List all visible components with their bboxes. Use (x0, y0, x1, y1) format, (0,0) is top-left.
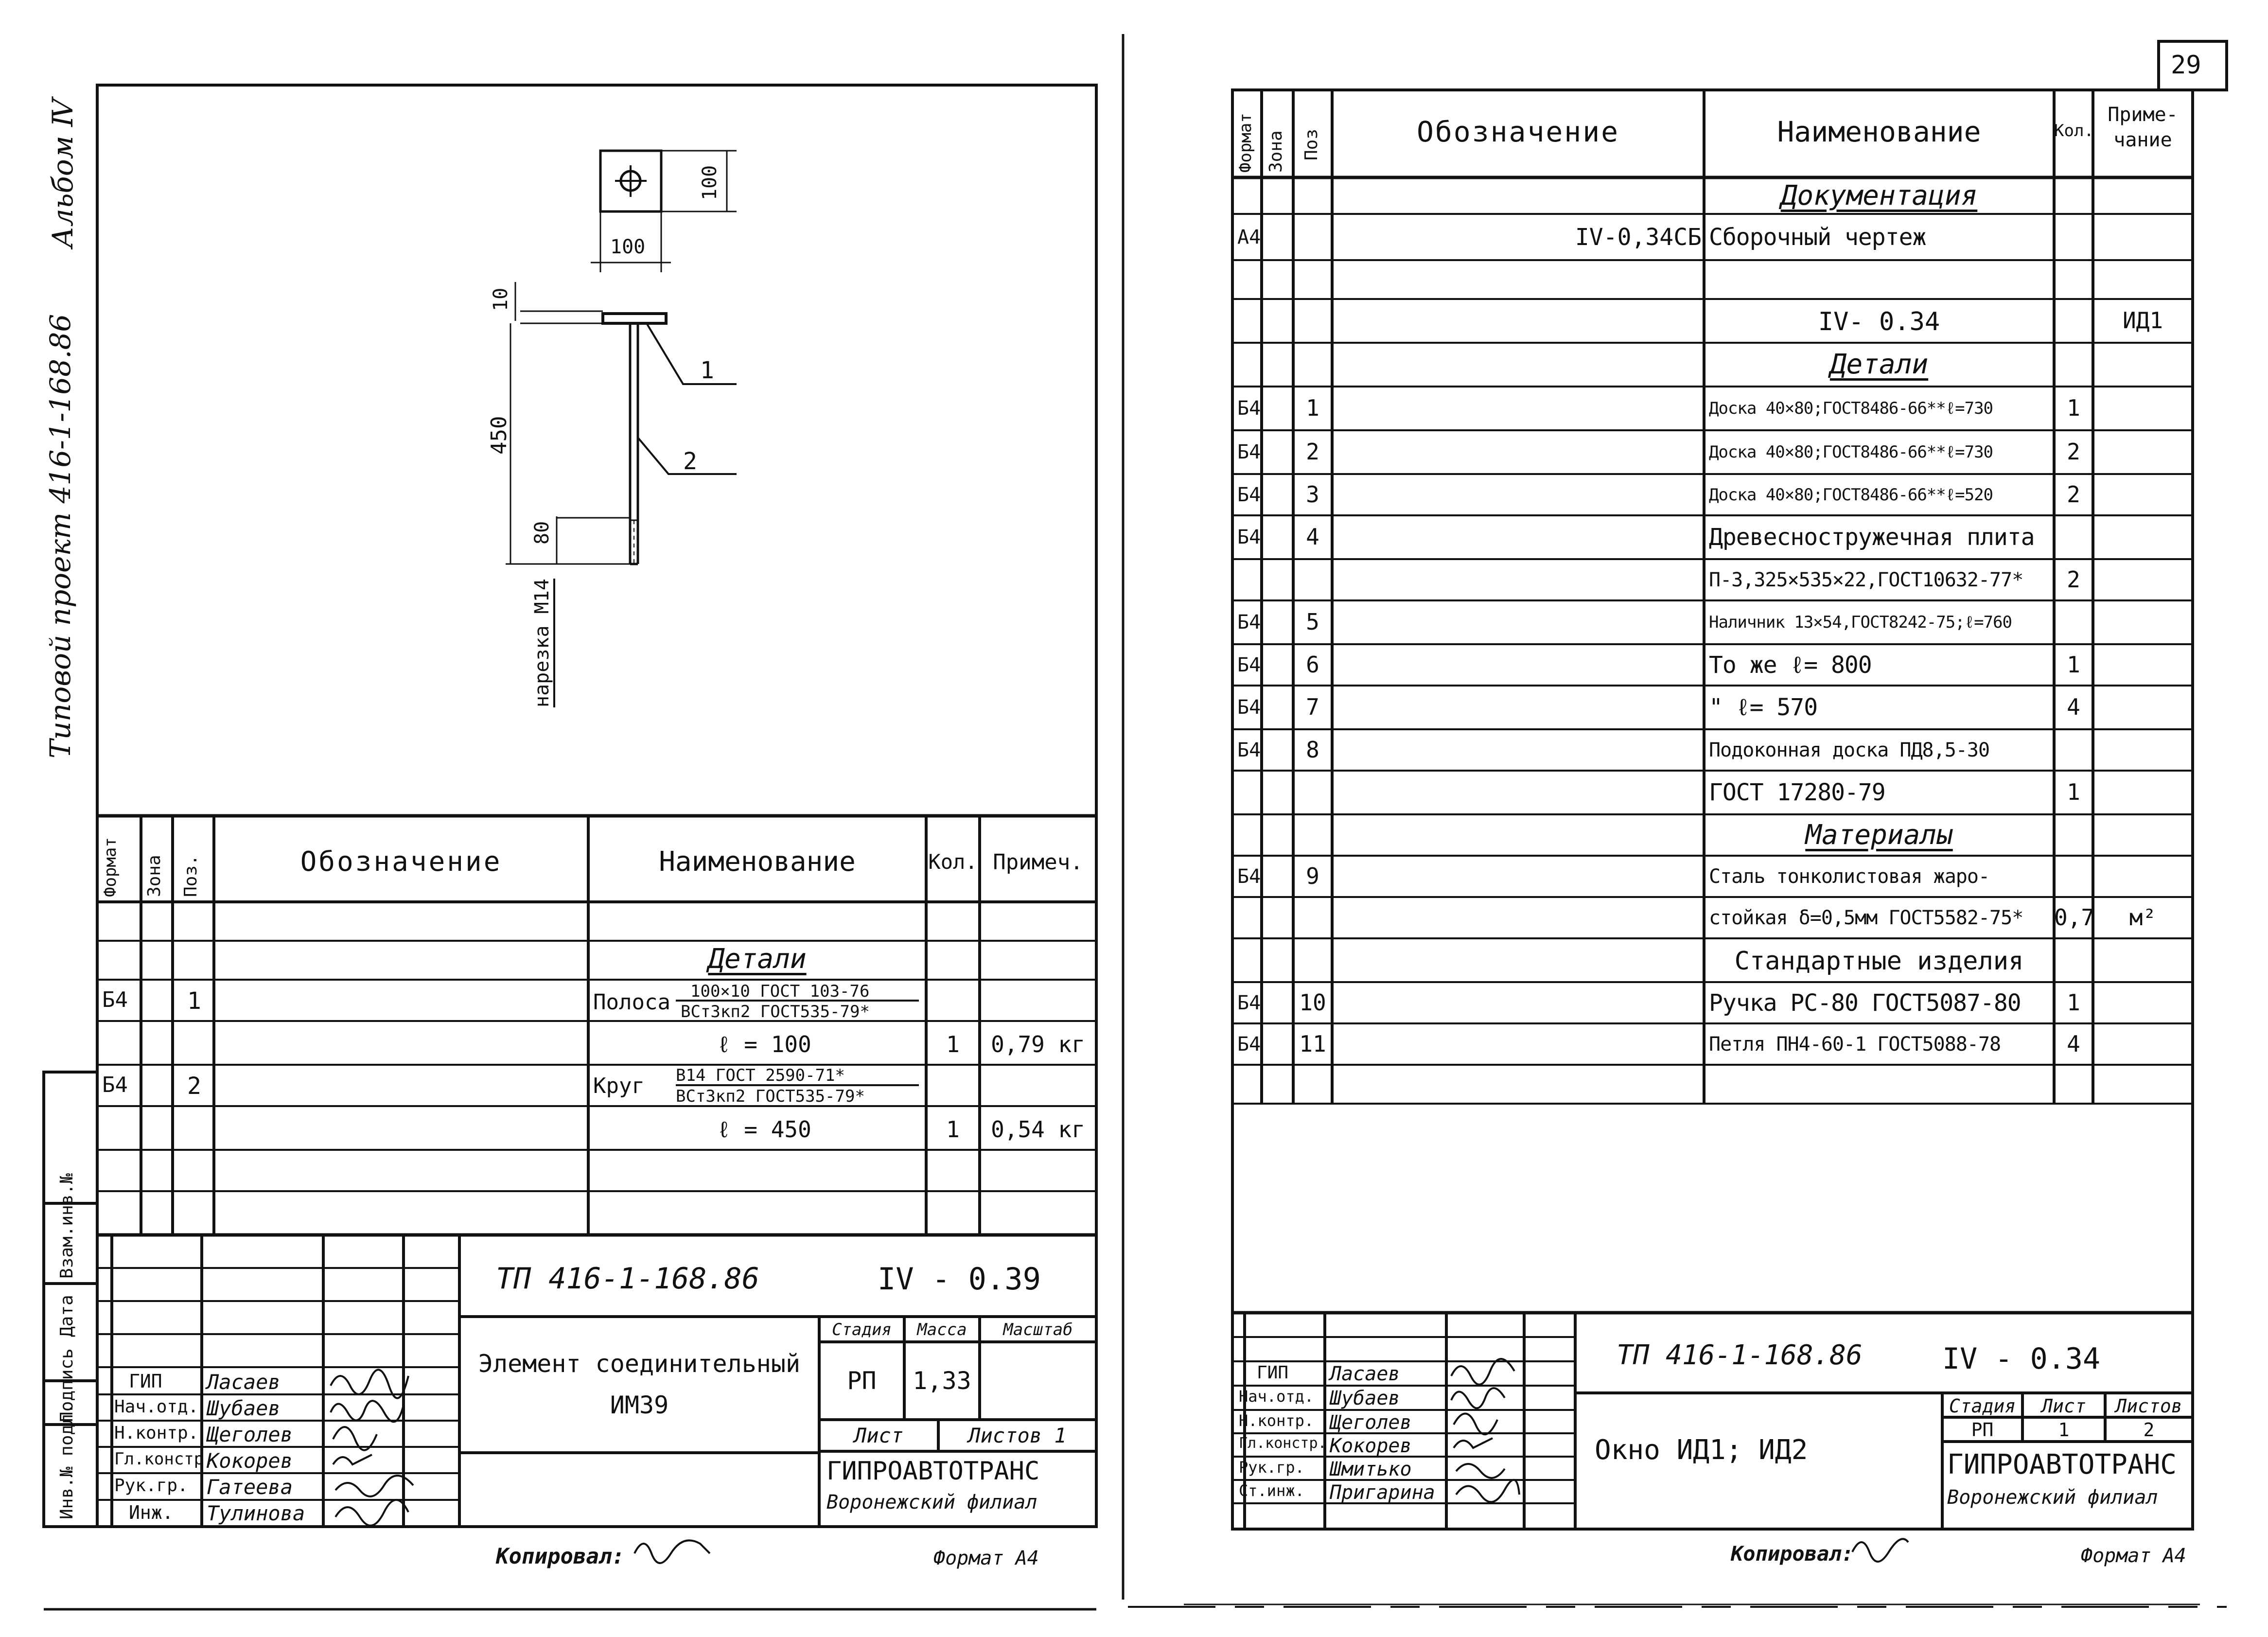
left-name-1: Ласаев (207, 1370, 281, 1394)
right-format: Формат А4 (2081, 1545, 2186, 1567)
row3-pos: 2 (187, 1073, 201, 1100)
row-pos: 8 (1306, 737, 1319, 763)
row2-note: 0,79 кг (991, 1031, 1085, 1057)
r-hdr-pos: Поз (1301, 128, 1321, 160)
left-role-2: Нач.отд. (114, 1397, 199, 1417)
row-pos: 9 (1306, 863, 1319, 889)
right-code: ТП 416-1-168.86 (1617, 1339, 1863, 1371)
row-name: Наличник 13×54,ГОСТ8242-75;ℓ=760 (1709, 613, 2012, 632)
right-role-3: Н.контр. (1239, 1411, 1314, 1430)
r-hdr-format: Формат (1236, 113, 1255, 173)
row-name: Доска 40×80;ГОСТ8486-66**ℓ=730 (1709, 399, 1993, 418)
left-mass-label: Масса (917, 1320, 967, 1339)
left-role-6: Инж. (129, 1502, 174, 1523)
row-name: Петля ПН4-60-1 ГОСТ5088-78 (1709, 1033, 2001, 1056)
row-format: Б4 (1237, 484, 1261, 506)
row-pos: 11 (1299, 1031, 1326, 1057)
left-sheet-label: Лист (854, 1424, 904, 1447)
hdr-zone: Зона (144, 855, 164, 897)
row-name: Доска 40×80;ГОСТ8486-66**ℓ=730 (1709, 442, 1993, 462)
row-qty: 1 (2067, 395, 2080, 421)
left-name-3: Щеголев (207, 1423, 293, 1446)
thread-label: нарезка М14 (531, 579, 553, 707)
row-name: То же ℓ= 800 (1709, 651, 1872, 679)
row-name: Ручка РС-80 ГОСТ5087-80 (1709, 989, 2021, 1017)
hdr-format: Формат (101, 837, 120, 897)
sheet-number: 29 (2171, 51, 2201, 80)
left-copied: Копировал: (496, 1544, 625, 1569)
right-stage: РП (1971, 1419, 1994, 1441)
callout-2: 2 (683, 448, 697, 475)
row-qty: 1 (2067, 779, 2080, 805)
right-sheets-label: Листов (2115, 1395, 2182, 1417)
left-title-2: ИМ39 (610, 1391, 669, 1419)
right-sheet: 1 (2058, 1419, 2070, 1441)
row-format: Б4 (1237, 739, 1261, 761)
left-branch: Воронежский филиал (826, 1491, 1037, 1514)
row4-name: ℓ = 450 (717, 1116, 811, 1143)
row-format: Б4 (1237, 1033, 1261, 1056)
row-qty: 2 (2067, 439, 2080, 465)
row-qty: 1 (2067, 651, 2080, 678)
dim-width: 100 (610, 236, 646, 258)
row-qty: 4 (2067, 1031, 2080, 1057)
left-role-4: Гл.констр. (114, 1449, 214, 1469)
right-role-6: Ст.инж. (1239, 1481, 1304, 1500)
left-stage-label: Стадия (832, 1320, 892, 1339)
row3-frac-bot: ВСт3кп2 ГОСТ535-79* (676, 1087, 865, 1106)
row-section: Документация (1780, 180, 1978, 211)
row-pos: 7 (1306, 694, 1319, 720)
hdr-designation: Обозначение (300, 846, 502, 878)
left-stage: РП (847, 1367, 877, 1395)
left-doc: IV - 0.39 (878, 1261, 1041, 1297)
row4-note: 0,54 кг (991, 1116, 1085, 1143)
row-pos: 3 (1306, 481, 1319, 508)
right-org: ГИПРОАВТОТРАНС (1947, 1449, 2177, 1480)
right-role-1: ГИП (1257, 1363, 1289, 1383)
row-qty: 4 (2067, 694, 2080, 720)
row-format: Б4 (1237, 611, 1261, 634)
row-pos: 4 (1306, 524, 1319, 550)
row1-frac-top: 100×10 ГОСТ 103-76 (690, 982, 870, 1001)
row1-pos: 1 (187, 987, 201, 1015)
right-copied: Копировал: (1731, 1542, 1854, 1566)
right-title: Окно ИД1; ИД2 (1595, 1434, 1808, 1466)
margin-inv: Инв.№ подл. (57, 1403, 77, 1519)
r-hdr-note: Приме-чание (2108, 104, 2178, 151)
row1-format: Б4 (102, 987, 128, 1012)
right-doc: IV - 0.34 (1942, 1342, 2101, 1376)
dim-10: 10 (490, 287, 512, 311)
r-hdr-zone: Зона (1266, 130, 1286, 173)
row-name: Сталь тонколистовая жаро- (1709, 865, 1990, 888)
row2-name: ℓ = 100 (717, 1031, 811, 1057)
right-name-3: Щеголев (1330, 1411, 1412, 1434)
row-name: Сборочный чертеж (1709, 224, 1926, 251)
row-format: А4 (1237, 226, 1261, 248)
row-name: стойкая δ=0,5мм ГОСТ5582-75* (1709, 907, 2023, 929)
callout-1: 1 (700, 357, 714, 384)
row-format: Б4 (1237, 654, 1261, 676)
right-name-4: Кокорев (1330, 1435, 1412, 1457)
margin-date: Дата (57, 1295, 77, 1337)
row-name: " ℓ= 570 (1709, 694, 1818, 721)
r-hdr-designation: Обозначение (1416, 115, 1620, 148)
row-note: м² (2129, 904, 2157, 931)
row-designation: IV-0,34СБ (1575, 224, 1702, 251)
left-role-5: Рук.гр. (114, 1476, 188, 1496)
row-note: ИД1 (2122, 307, 2163, 334)
row-format: Б4 (1237, 397, 1261, 420)
left-name-5: Гатеева (207, 1475, 293, 1499)
left-sheets-label: Листов 1 (968, 1424, 1067, 1447)
row-section: Детали (1829, 349, 1929, 380)
left-mass: 1,33 (913, 1367, 971, 1395)
row-name: Подоконная доска ПД8,5-30 (1709, 739, 1990, 761)
right-name-5: Шмитько (1330, 1458, 1412, 1480)
right-sheet-label: Лист (2041, 1395, 2086, 1417)
row-name: Стандартные изделия (1734, 947, 2024, 976)
right-name-2: Шубаев (1330, 1387, 1400, 1409)
hdr-pos: Поз. (181, 855, 201, 897)
row3-name: Круг (593, 1074, 645, 1098)
hdr-qty: Кол. (928, 850, 978, 874)
row-qty: 2 (2067, 481, 2080, 508)
row-name: ГОСТ 17280-79 (1709, 779, 1885, 806)
row-format: Б4 (1237, 696, 1261, 719)
row-name: IV- 0.34 (1818, 307, 1940, 336)
row-name: П-3,325×535×22,ГОСТ10632-77* (1709, 569, 2023, 591)
row-format: Б4 (1237, 441, 1261, 463)
row-pos: 10 (1299, 989, 1326, 1016)
right-branch: Воронежский филиал (1947, 1486, 2158, 1509)
row-section: Материалы (1805, 819, 1953, 851)
right-name-6: Пригарина (1330, 1481, 1435, 1504)
row-pos: 6 (1306, 651, 1319, 678)
row1-frac-bot: ВСт3кп2 ГОСТ535-79* (681, 1002, 870, 1021)
row-qty: 1 (2067, 989, 2080, 1016)
left-role-3: Н.контр. (114, 1423, 199, 1443)
row-pos: 5 (1306, 609, 1319, 635)
right-role-5: Рук.гр. (1239, 1458, 1304, 1477)
hdr-name: Наименование (659, 846, 856, 878)
left-name-2: Шубаев (207, 1396, 281, 1420)
left-name-4: Кокорев (207, 1449, 293, 1473)
row1-name: Полоса (593, 990, 670, 1015)
r-hdr-name: Наименование (1777, 115, 1981, 148)
dim-80: 80 (531, 521, 553, 545)
right-role-4: Гл.констр. (1239, 1435, 1327, 1452)
left-role-1: ГИП (129, 1371, 162, 1392)
row2-qty: 1 (946, 1031, 960, 1057)
section-details: Детали (708, 943, 807, 975)
row-name: Древесностружечная плита (1709, 524, 2035, 551)
margin-vzam: Взам.инв.№ (57, 1173, 77, 1279)
margin-sign: Подпись (57, 1348, 77, 1422)
row-name: Доска 40×80;ГОСТ8486-66**ℓ=520 (1709, 485, 1993, 505)
row3-frac-top: В14 ГОСТ 2590-71* (676, 1066, 845, 1085)
left-title-1: Элемент соединительный (478, 1350, 801, 1378)
row-pos: 2 (1306, 439, 1319, 465)
left-scale-label: Масштаб (1003, 1320, 1073, 1339)
row-format: Б4 (1237, 992, 1261, 1014)
right-sheets: 2 (2143, 1419, 2155, 1441)
left-name-6: Тулинова (207, 1501, 305, 1525)
album-label: Альбом Ⅳ (46, 98, 79, 248)
right-stage-label: Стадия (1949, 1395, 2016, 1417)
dim-height: 100 (699, 165, 721, 200)
right-name-1: Ласаев (1330, 1363, 1400, 1385)
left-code: ТП 416-1-168.86 (496, 1262, 759, 1296)
r-hdr-qty: Кол. (2054, 121, 2094, 141)
row-pos: 1 (1306, 395, 1319, 421)
row3-format: Б4 (102, 1073, 128, 1097)
dim-450: 450 (487, 416, 511, 455)
row-format: Б4 (1237, 865, 1261, 888)
row4-qty: 1 (946, 1116, 960, 1143)
row-qty: 0,7 (2054, 904, 2095, 931)
row-qty: 2 (2067, 566, 2080, 593)
left-org: ГИПРОАВТОТРАНС (826, 1457, 1040, 1486)
row-format: Б4 (1237, 526, 1261, 548)
left-format: Формат А4 (933, 1547, 1039, 1569)
project-label: Типовой проект 416-1-168.86 (44, 314, 77, 758)
hdr-note: Примеч. (993, 850, 1083, 875)
right-role-2: Нач.отд. (1239, 1387, 1314, 1406)
